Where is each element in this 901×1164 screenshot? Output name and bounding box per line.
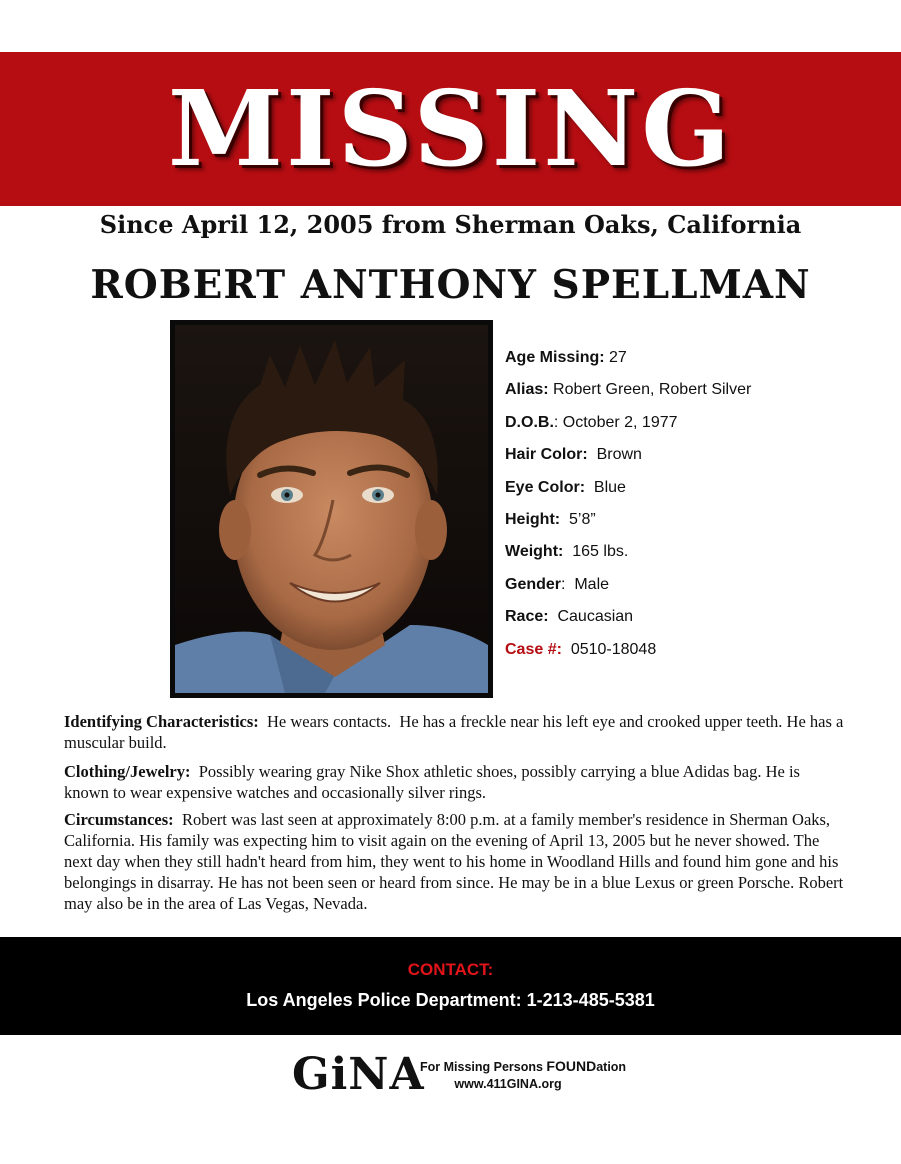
fact-age: Age Missing: 27 (505, 349, 627, 366)
gina-tagline: For Missing Persons FOUNDation (420, 1058, 627, 1074)
fact-weight: Weight: 165 lbs. (505, 543, 629, 561)
contact-bar (0, 937, 901, 1035)
person-photo (170, 320, 493, 698)
missing-title: MISSING (167, 67, 734, 190)
person-name: ROBERT ANTHONY SPELLMAN (90, 262, 811, 308)
contact-phone: Los Angeles Police Department: 1-213-485-5381 (246, 990, 655, 1010)
fact-height: Height: 5’8” (505, 510, 596, 528)
fact-dob: D.O.B.: October 2, 1977 (505, 413, 678, 431)
fact-alias: Alias: Robert Green, Robert Silver (505, 381, 752, 399)
gina-website-link[interactable]: www.411GINA.org (454, 1077, 562, 1091)
circumstances: Circumstances: Robert was last seen at approximately 8:00 p.m. at a family member's residence in Sherman Oaks, California. His family was expecting him to visit again on the evening of April 13, 2005 but he never showed. The next day when they still hadn't heard from him, they went to his home in Woodland Hills and found him gone and his belongings in disarray. He has not been seen or heard from since. He may be in a blue Lexus or green Porsche. Robert may also be in the area of Las Vegas, Nevada. (64, 810, 848, 913)
fact-case-number: Case #: 0510-18048 (505, 640, 657, 658)
missing-since-subtitle: Since April 12, 2005 from Sherman Oaks, California (99, 210, 802, 239)
fact-gender: Gender: Male (505, 575, 610, 593)
gina-logo: GiNA (292, 1049, 425, 1100)
contact-label: CONTACT: (407, 960, 494, 979)
fact-hair-color: Hair Color: Brown (505, 446, 642, 464)
portrait-illustration (175, 325, 488, 693)
identifying-characteristics: Identifying Characteristics: He wears contacts. He has a freckle near his left eye and crooked upper teeth. He has a muscular build. (64, 712, 848, 752)
facts-list (505, 346, 885, 670)
clothing-jewelry: Clothing/Jewelry: Possibly wearing gray Nike Shox athletic shoes, possibly carrying a blue Adidas bag. He is known to wear expensive watches and occasionally silver rings. (64, 762, 805, 802)
fact-eye-color: Eye Color: Blue (505, 478, 626, 496)
fact-race: Race: Caucasian (505, 608, 634, 626)
